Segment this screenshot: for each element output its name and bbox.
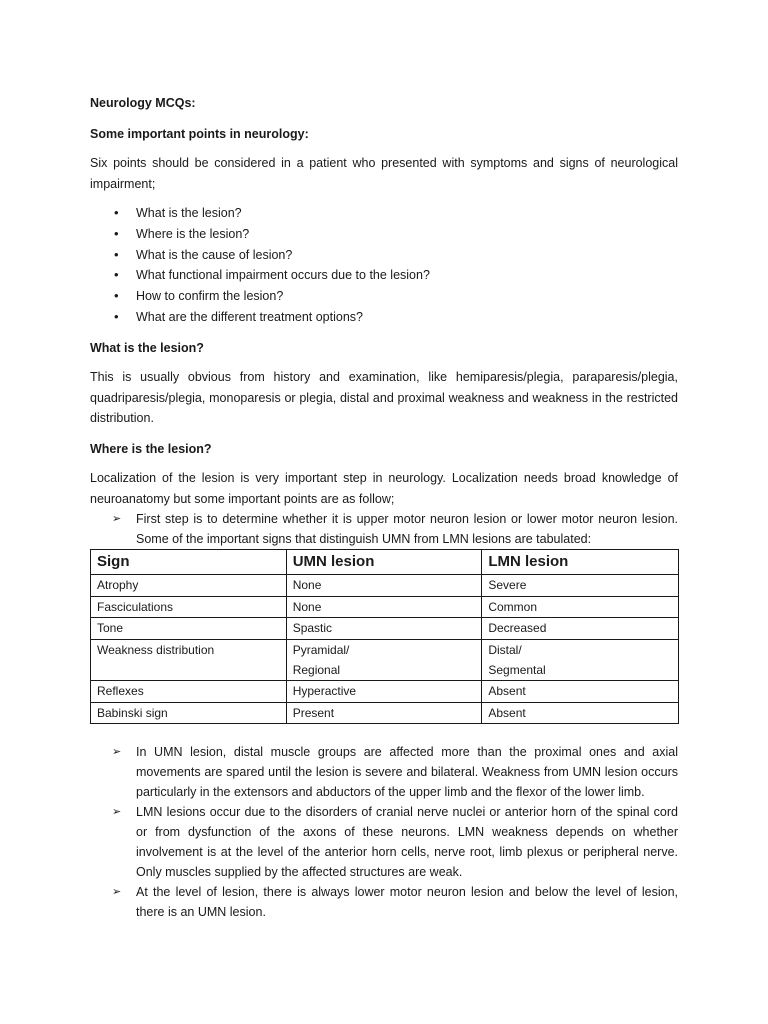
first-point-list — [90, 509, 678, 549]
table-cell: Hyperactive — [286, 681, 482, 702]
table-cell: Fasciculations — [91, 596, 287, 617]
list-item: • What are the different treatment options? — [90, 307, 678, 328]
table-cell: Reflexes — [91, 681, 287, 702]
list-item — [90, 882, 678, 922]
first-point-text: First step is to determine whether it is upper motor neuron lesion or lower motor neuron lesion. Some of the important signs that distinguish UMN from LMN lesions are tabulated: — [136, 512, 678, 547]
section-heading-what: What is the lesion? — [90, 340, 204, 355]
point-text: At the level of lesion, there is always lower motor neuron lesion and below the level of lesion, there is an UMN lesion. — [136, 885, 678, 920]
arrow-right-icon: ➢ — [112, 746, 122, 759]
point-text: In UMN lesion, distal muscle groups are affected more than the proximal ones and axial movements are spared until the lesion is severe and bilateral. Weakness from UMN lesion occurs particularly in the extensors and abductors of the upper limb and the flexor of the lower limb. — [136, 745, 678, 800]
arrow-right-icon: ➢ — [112, 806, 122, 819]
document-page — [90, 93, 678, 922]
doc-subtitle: Some important points in neurology: — [90, 126, 309, 141]
table-row — [91, 575, 679, 596]
list-item: • How to confirm the lesion? — [90, 286, 678, 307]
table-row — [91, 702, 679, 723]
header-umn: UMN lesion — [286, 550, 482, 575]
table-cell: Tone — [91, 618, 287, 639]
header-lmn: LMN lesion — [482, 550, 679, 575]
intro-paragraph: Six points should be considered in a patient who presented with symptoms and signs of neurological impairment; — [90, 156, 678, 191]
table-cell: Weakness distribution — [91, 639, 287, 681]
list-item: • Where is the lesion? — [90, 224, 678, 245]
table-cell: Severe — [482, 575, 679, 596]
table-cell: Atrophy — [91, 575, 287, 596]
table-cell: Present — [286, 702, 482, 723]
table-cell: Pyramidal/ Regional — [286, 639, 482, 681]
table-cell: Absent — [482, 681, 679, 702]
doc-title: Neurology MCQs: — [90, 96, 196, 110]
point-text: LMN lesions occur due to the disorders of cranial nerve nuclei or anterior horn of the spinal cord or from dysfunction of the axons of these neurons. LMN weakness depends on whether involvement is at the level of the anterior horn cells, nerve root, limb plexus or peripheral nerve. Only muscles supplied by the affected structures are weak. — [136, 805, 678, 880]
table-cell: Decreased — [482, 618, 679, 639]
arrow-right-icon: ➢ — [112, 513, 122, 526]
table-cell: Distal/ Segmental — [482, 639, 679, 681]
table-cell: Common — [482, 596, 679, 617]
section-heading-where: Where is the lesion? — [90, 441, 212, 456]
arrow-right-icon: ➢ — [112, 886, 122, 899]
table-cell: None — [286, 575, 482, 596]
table-row — [91, 639, 679, 681]
section-body-where: Localization of the lesion is very important step in neurology. Localization needs broad knowledge of neuroanatomy but some important points are as follow; — [90, 471, 678, 506]
table-row — [91, 596, 679, 617]
table-cell: Spastic — [286, 618, 482, 639]
list-item: • What is the lesion? — [90, 203, 678, 224]
table-cell: Babinski sign — [91, 702, 287, 723]
table-body — [91, 575, 679, 724]
table-row — [91, 681, 679, 702]
table-cell: Absent — [482, 702, 679, 723]
list-item: • What functional impairment occurs due to the lesion? — [90, 265, 678, 286]
section-body-what: This is usually obvious from history and examination, like hemiparesis/plegia, paraparesis/plegia, quadriparesis/plegia, monoparesis or plegia, distal and proximal weakness and weakness in the restricted distribution. — [90, 370, 678, 426]
list-item — [90, 802, 678, 882]
question-list — [90, 203, 678, 328]
header-sign: Sign — [91, 550, 287, 575]
after-points-list — [90, 742, 678, 922]
umn-lmn-table — [90, 549, 679, 724]
table-header-row — [91, 550, 679, 575]
list-item: • What is the cause of lesion? — [90, 245, 678, 266]
table-row — [91, 618, 679, 639]
list-item — [90, 509, 678, 549]
table-cell: None — [286, 596, 482, 617]
list-item — [90, 742, 678, 802]
